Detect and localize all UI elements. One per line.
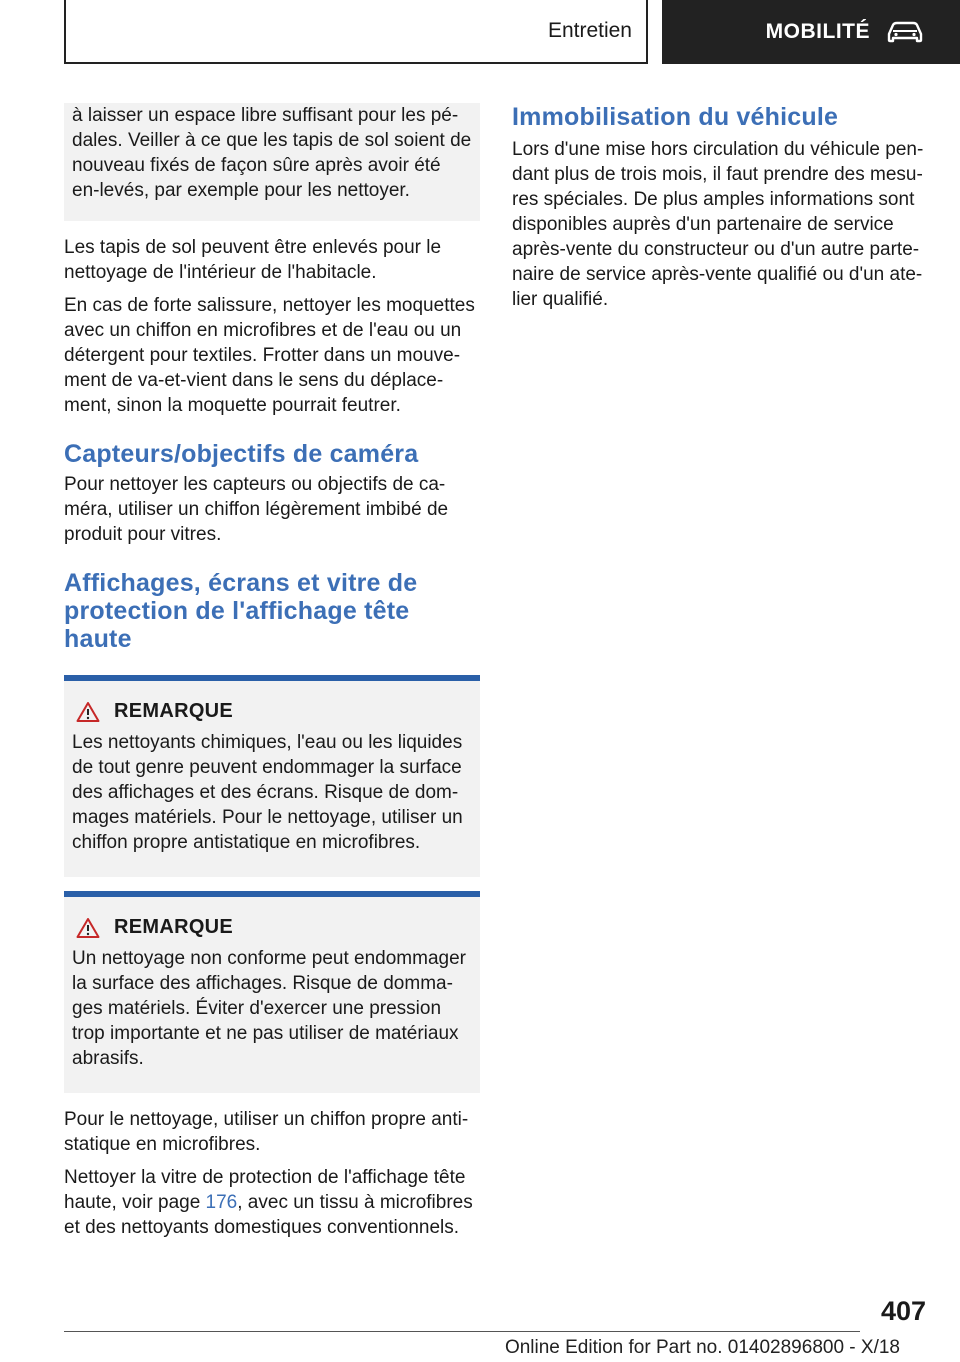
warning-box-1 <box>64 675 480 877</box>
car-icon <box>886 20 924 44</box>
page-number: 407 <box>880 1296 926 1326</box>
footer-divider <box>64 1331 860 1332</box>
warning-text: Les nettoyants chimiques, l'eau ou les liquides de tout genre peuvent endommager la surface des affichages et des écrans. Risque de dom-mages matériels. Pour le nettoyage, utiliser un chiffon propre antistatique en microfibres. <box>72 732 463 853</box>
warning-box-2 <box>64 891 480 1093</box>
warning-text: Un nettoyage non conforme peut endommager la surface des affichages. Risque de domma-ges matériels. Éviter d'exercer une pression trop importante et ne pas utiliser de matériaux abrasifs. <box>72 948 466 1069</box>
hud-text-before: Nettoyer la vitre de protection de l'affichage tête haute, voir page <box>64 1167 466 1213</box>
paragraph-floor-mats: Les tapis de sol peuvent être enlevés pour le nettoyage de l'intérieur de l'habitacle. <box>64 237 442 283</box>
continued-note <box>64 103 480 221</box>
chapter-title: MOBILITÉ <box>765 20 870 43</box>
warning-triangle-icon <box>76 917 100 939</box>
paragraph-display-cleaning: Pour le nettoyage, utiliser un chiffon propre anti-statique en microfibres. <box>64 1109 469 1155</box>
heading-camera-sensors: Capteurs/objectifs de caméra <box>64 440 419 468</box>
warning-triangle-icon <box>76 701 100 723</box>
page-link[interactable]: 176 <box>205 1192 238 1213</box>
chapter-header <box>662 0 960 64</box>
heading-displays: Affichages, écrans et vitre de protection de l'affichage tête haute <box>64 569 418 653</box>
paragraph-immobilisation: Lors d'une mise hors circulation du véhicule pen-dant plus de trois mois, il faut prendre des mesu-res spéciales. De plus amples informations sont disponibles auprès d'un partenaire de service après-vente du constructeur ou d'un autre parte-naire de service après-vente qualifié ou d'un ate-lier qualifié. <box>512 139 924 310</box>
paragraph-hud-cleaning <box>64 1165 480 1240</box>
section-header <box>64 0 648 64</box>
left-column <box>64 103 480 1240</box>
hud-text-after: , avec un tissu à microfibres et des nettoyants domestiques conventionnels. <box>64 1192 473 1238</box>
paragraph-carpet-cleaning: En cas de forte salissure, nettoyer les moquettes avec un chiffon en microfibres et de l'eau ou un détergent pour textiles. Frotter dans un mouve-ment de va-et-vient dans le sens du déplace-ment, sinon la moquette pourrait feutrer. <box>64 295 475 416</box>
footer-edition: Online Edition for Part no. 01402896800 - X/18 <box>504 1337 900 1358</box>
continued-note-text: à laisser un espace libre suffisant pour les pé-dales. Veiller à ce que les tapis de sol soient de nouveau fixés de façon sûre après avoir été en-levés, par exemple pour les nettoyer. <box>72 105 472 201</box>
right-column <box>512 103 928 312</box>
section-title: Entretien <box>547 19 632 42</box>
heading-immobilisation: Immobilisation du véhicule <box>512 103 839 131</box>
paragraph-camera-sensors: Pour nettoyer les capteurs ou objectifs de ca-méra, utiliser un chiffon légèrement imbibé de produit pour vitres. <box>64 474 449 545</box>
warning-title: REMARQUE <box>114 700 234 722</box>
warning-title: REMARQUE <box>114 916 234 938</box>
